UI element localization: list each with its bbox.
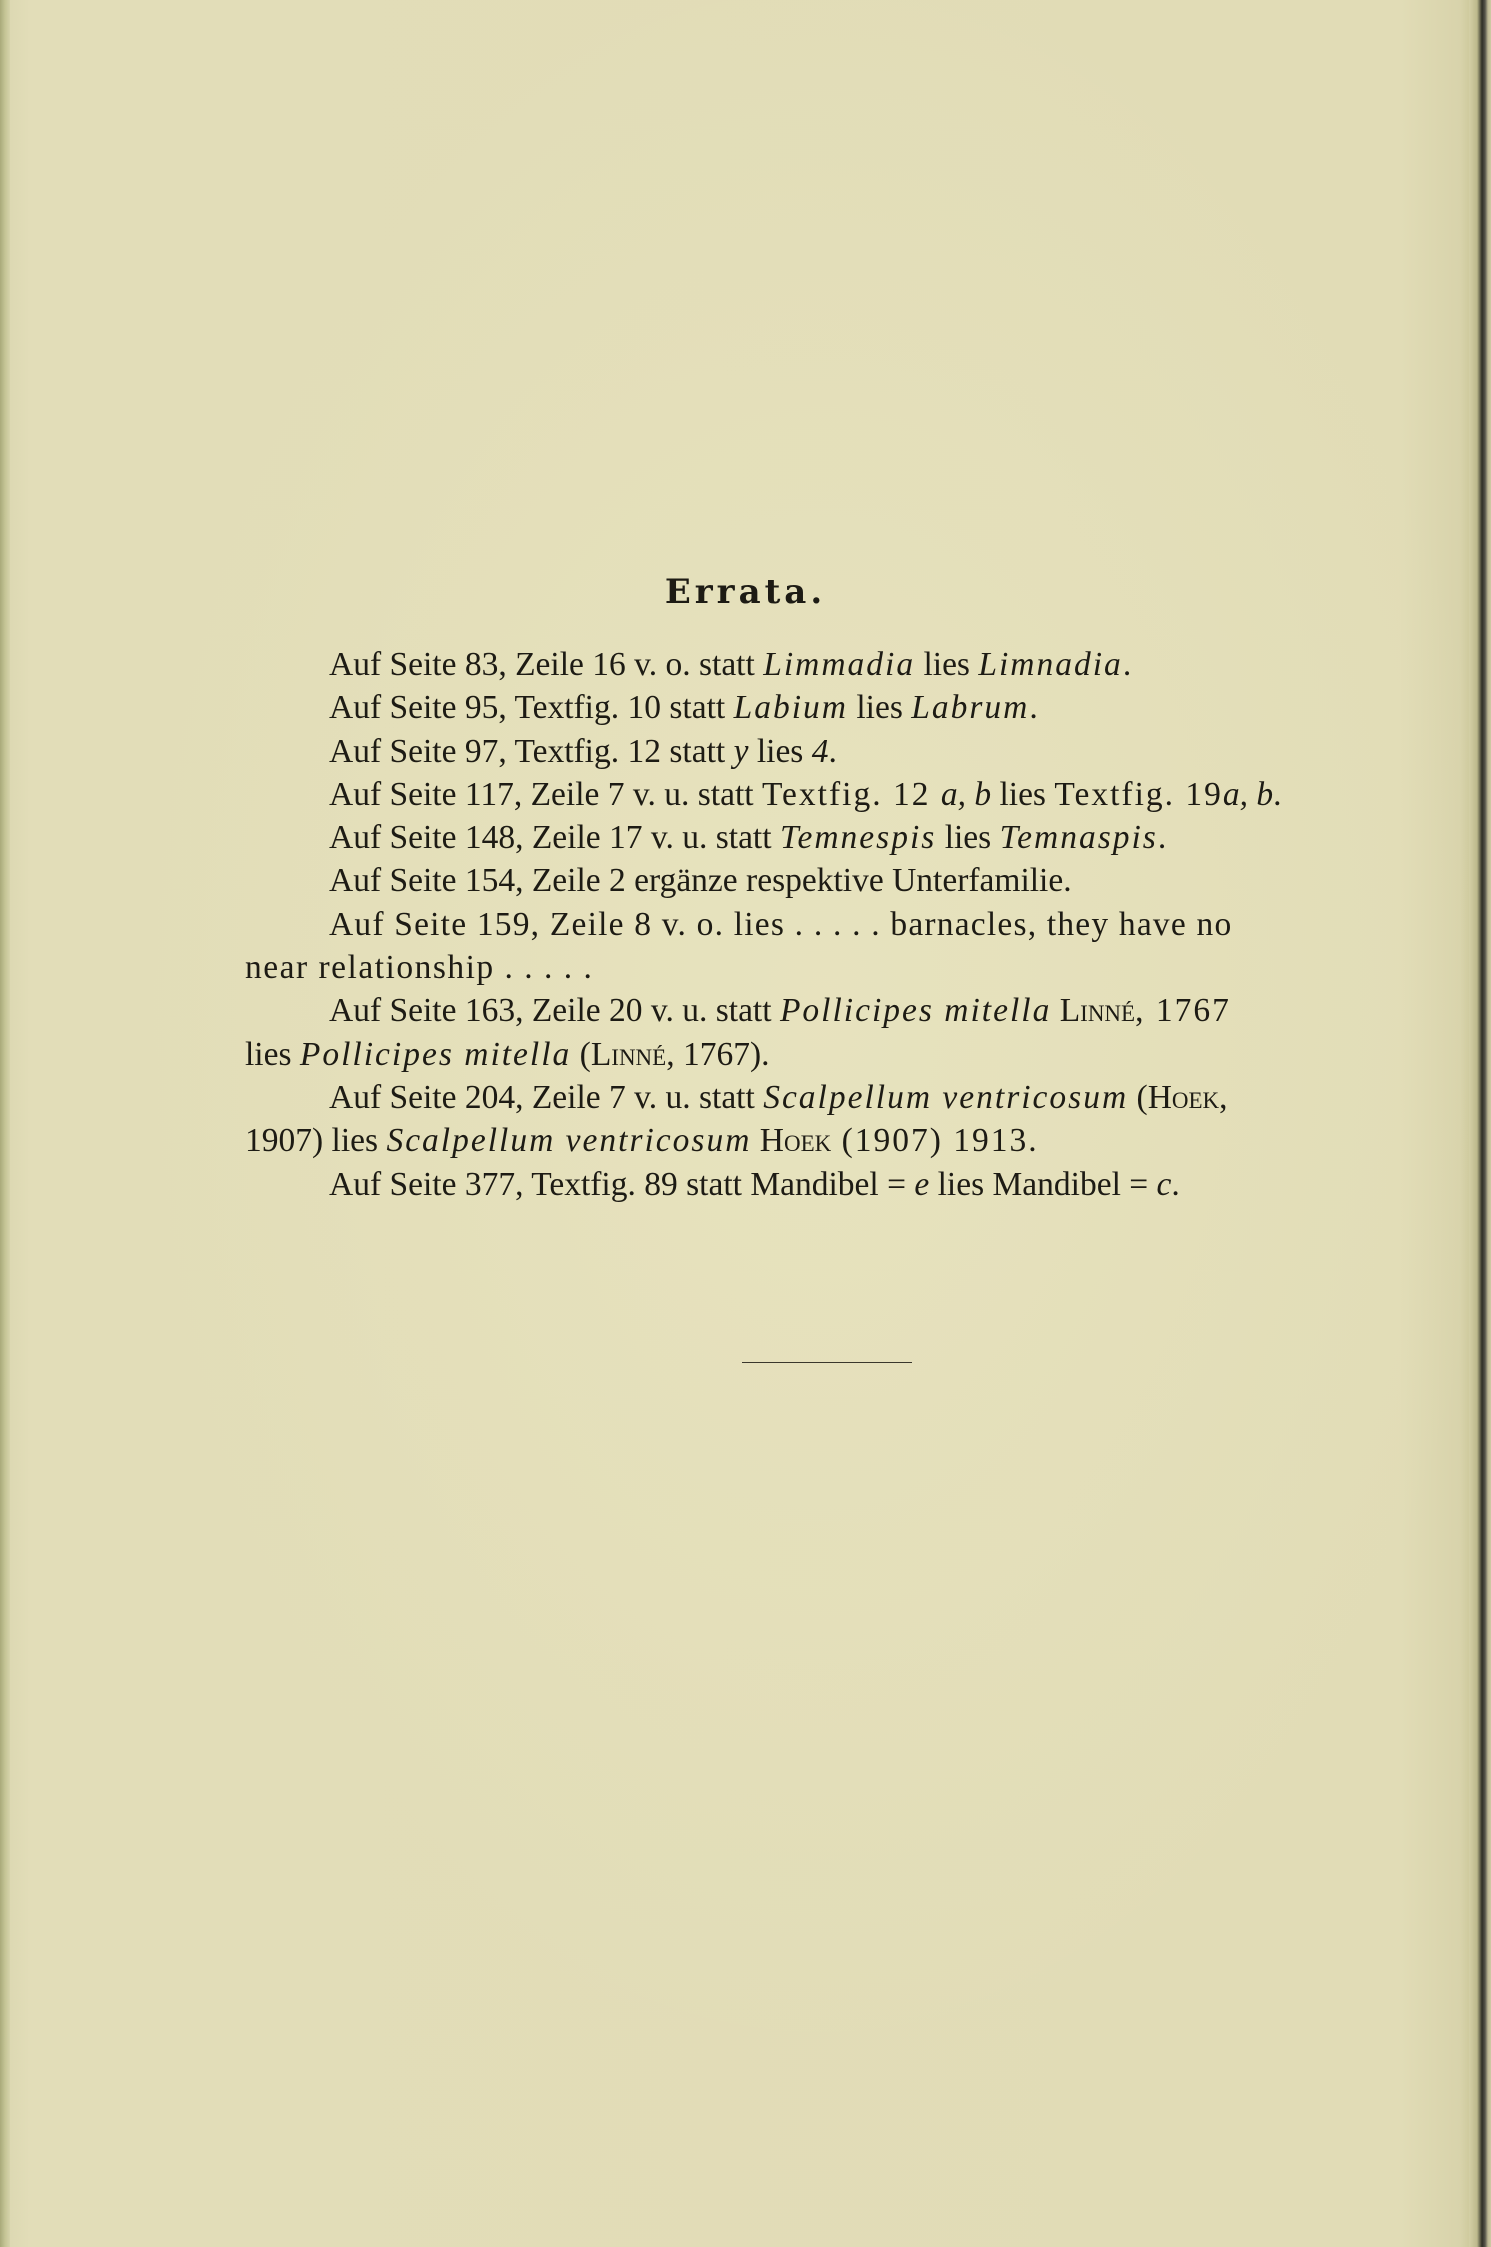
errata-title: Errata. (664, 572, 827, 612)
errata-entry-8-line-2 (245, 1033, 1417, 1076)
entry-text: Auf Seite 159, Zeile 8 v. o. lies . . . . . barnacles, they have no (329, 905, 1233, 943)
correct-term: c (1156, 1165, 1172, 1203)
wrong-term: y (733, 732, 749, 770)
entry-text: , 1767 (1135, 992, 1231, 1030)
entry-text: lies (245, 1035, 300, 1073)
entry-text: , 1767). (666, 1035, 770, 1073)
entry-text: lies (936, 819, 1000, 857)
author-name: Linné (590, 1035, 667, 1073)
entry-text: lies (748, 732, 812, 770)
entry-text: . (828, 732, 837, 770)
errata-entry-4 (245, 773, 1417, 816)
entry-text: lies (847, 689, 912, 727)
errata-entry-8-line-1 (245, 989, 1417, 1032)
correct-term: Textfig. 19 (1054, 775, 1223, 813)
entry-text: Auf Seite 95, Textfig. 10 statt (329, 689, 734, 727)
correct-term: a, b (1222, 775, 1274, 813)
entry-text: Auf Seite 377, Textfig. 89 statt Mandibel = (329, 1165, 915, 1203)
errata-entry-2 (245, 686, 1417, 729)
entry-text: 1907) lies (245, 1122, 387, 1160)
correct-term: 4 (811, 732, 829, 770)
errata-entry-3 (245, 730, 1417, 773)
errata-entry-9-line-1 (245, 1076, 1417, 1119)
errata-entry-7-line-1 (245, 903, 1417, 946)
wrong-term: Labium (733, 689, 848, 727)
entry-text: Auf Seite 97, Textfig. 12 statt (329, 732, 734, 770)
correct-term: Pollicipes mitella (299, 1035, 572, 1073)
wrong-term: Pollicipes mitella (779, 992, 1052, 1030)
wrong-term: e (914, 1165, 930, 1203)
entry-text: . (1273, 775, 1282, 813)
correct-term: Scalpellum ventricosum (386, 1122, 752, 1160)
entry-text: . (1122, 646, 1132, 683)
entry-text: ( (571, 1035, 591, 1073)
right-page-edge (1469, 0, 1491, 2247)
wrong-term: Textfig. 12 (761, 775, 941, 813)
errata-list (245, 643, 1417, 1206)
errata-entry-1 (245, 643, 1417, 686)
entry-text: , (1219, 1078, 1228, 1116)
author-name: Linné (1059, 992, 1136, 1030)
errata-entry-7-line-2 (245, 946, 1417, 989)
entry-text: ( (1128, 1078, 1148, 1116)
horizontal-rule (742, 1362, 912, 1363)
wrong-term: Temnespis (779, 819, 937, 857)
entry-text: . (1171, 1165, 1180, 1203)
entry-text: near relationship . . . . . (245, 949, 594, 987)
entry-text: Auf Seite 204, Zeile 7 v. u. statt (329, 1078, 764, 1116)
author-name: Hoek (759, 1122, 832, 1160)
errata-entry-6 (245, 859, 1417, 902)
errata-entry-9-line-2 (245, 1119, 1417, 1162)
entry-text: . (1029, 689, 1038, 727)
correct-term: Temnaspis (999, 819, 1158, 857)
entry-text: Auf Seite 154, Zeile 2 ergänze respektive Unterfamilie. (329, 862, 1072, 900)
entry-text: Auf Seite 83, Zeile 16 v. o. statt (329, 646, 764, 683)
wrong-term: Scalpellum ventricosum (763, 1078, 1129, 1116)
errata-entry-5 (245, 816, 1417, 859)
entry-text: . (1157, 819, 1167, 857)
wrong-term: a, b (940, 775, 992, 813)
correct-term: Limnadia (978, 646, 1123, 683)
entry-text: lies (915, 646, 979, 683)
entry-text: (1907) 1913. (831, 1122, 1039, 1160)
entry-text: lies Mandibel = (929, 1165, 1157, 1203)
entry-text: Auf Seite 163, Zeile 20 v. u. statt (329, 992, 780, 1030)
errata-entry-10 (245, 1163, 1417, 1206)
entry-text: Auf Seite 117, Zeile 7 v. u. statt (329, 775, 762, 813)
entry-text: lies (991, 775, 1055, 813)
wrong-term: Limmadia (763, 646, 916, 683)
author-name: Hoek (1147, 1078, 1220, 1116)
left-binding-edge (0, 0, 10, 2247)
entry-text: Auf Seite 148, Zeile 17 v. u. statt (329, 819, 780, 857)
correct-term: Labrum (911, 689, 1030, 727)
